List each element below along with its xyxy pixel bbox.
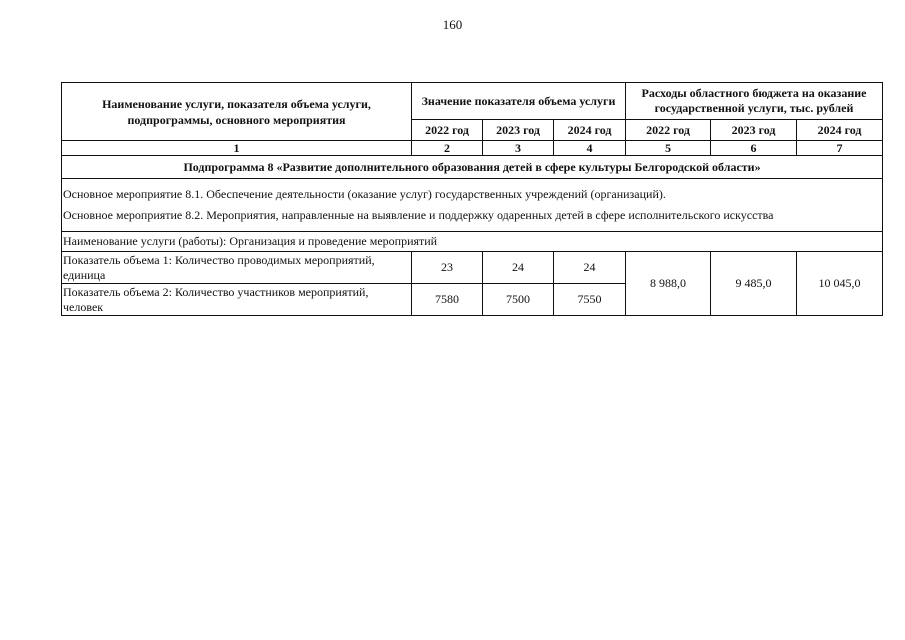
subprogram-row — [62, 156, 883, 179]
column-numbers-row — [62, 141, 883, 156]
column-number: 5 — [626, 141, 711, 156]
indicator-value: 24 — [554, 252, 626, 284]
indicator-value: 7550 — [554, 284, 626, 316]
header-expenses-year: 2022 год — [626, 120, 711, 141]
activities-row — [62, 179, 883, 232]
column-number: 7 — [797, 141, 883, 156]
expense-value: 10 045,0 — [797, 252, 883, 316]
header-indicator-year: 2024 год — [554, 120, 626, 141]
indicator-row — [62, 252, 883, 284]
header-expenses-year: 2023 год — [711, 120, 797, 141]
indicator-label: Показатель объема 1: Количество проводимых мероприятий, единица — [62, 252, 412, 284]
header-indicator-year: 2022 год — [412, 120, 483, 141]
activity-item: Основное мероприятие 8.1. Обеспечение деятельности (оказание услуг) государственных учреждений (организаций). — [63, 187, 666, 201]
activity-item: Основное мероприятие 8.2. Мероприятия, направленные на выявление и поддержку одаренных детей в сфере исполнительского искусства — [63, 208, 774, 222]
header-row-group — [62, 83, 883, 120]
column-number: 3 — [483, 141, 554, 156]
service-row — [62, 232, 883, 252]
column-number: 6 — [711, 141, 797, 156]
indicator-value: 23 — [412, 252, 483, 284]
activities-cell — [62, 179, 883, 232]
column-number: 1 — [62, 141, 412, 156]
service-name: Наименование услуги (работы): Организация и проведение мероприятий — [62, 232, 883, 252]
column-number: 4 — [554, 141, 626, 156]
subprogram-title: Подпрограмма 8 «Развитие дополнительного образования детей в сфере культуры Белгородской области» — [62, 156, 883, 179]
indicator-value: 7580 — [412, 284, 483, 316]
budget-table — [61, 82, 883, 316]
expense-value: 9 485,0 — [711, 252, 797, 316]
expense-value: 8 988,0 — [626, 252, 711, 316]
header-indicator-group: Значение показателя объема услуги — [412, 83, 626, 120]
column-number: 2 — [412, 141, 483, 156]
header-name-column: Наименование услуги, показателя объема услуги, подпрограммы, основного мероприятия — [62, 83, 412, 141]
page-number: 160 — [442, 17, 463, 32]
header-expenses-year: 2024 год — [797, 120, 883, 141]
header-expenses-group: Расходы областного бюджета на оказание государственной услуги, тыс. рублей — [626, 83, 883, 120]
indicator-value: 7500 — [483, 284, 554, 316]
indicator-label: Показатель объема 2: Количество участников мероприятий, человек — [62, 284, 412, 316]
header-indicator-year: 2023 год — [483, 120, 554, 141]
indicator-value: 24 — [483, 252, 554, 284]
